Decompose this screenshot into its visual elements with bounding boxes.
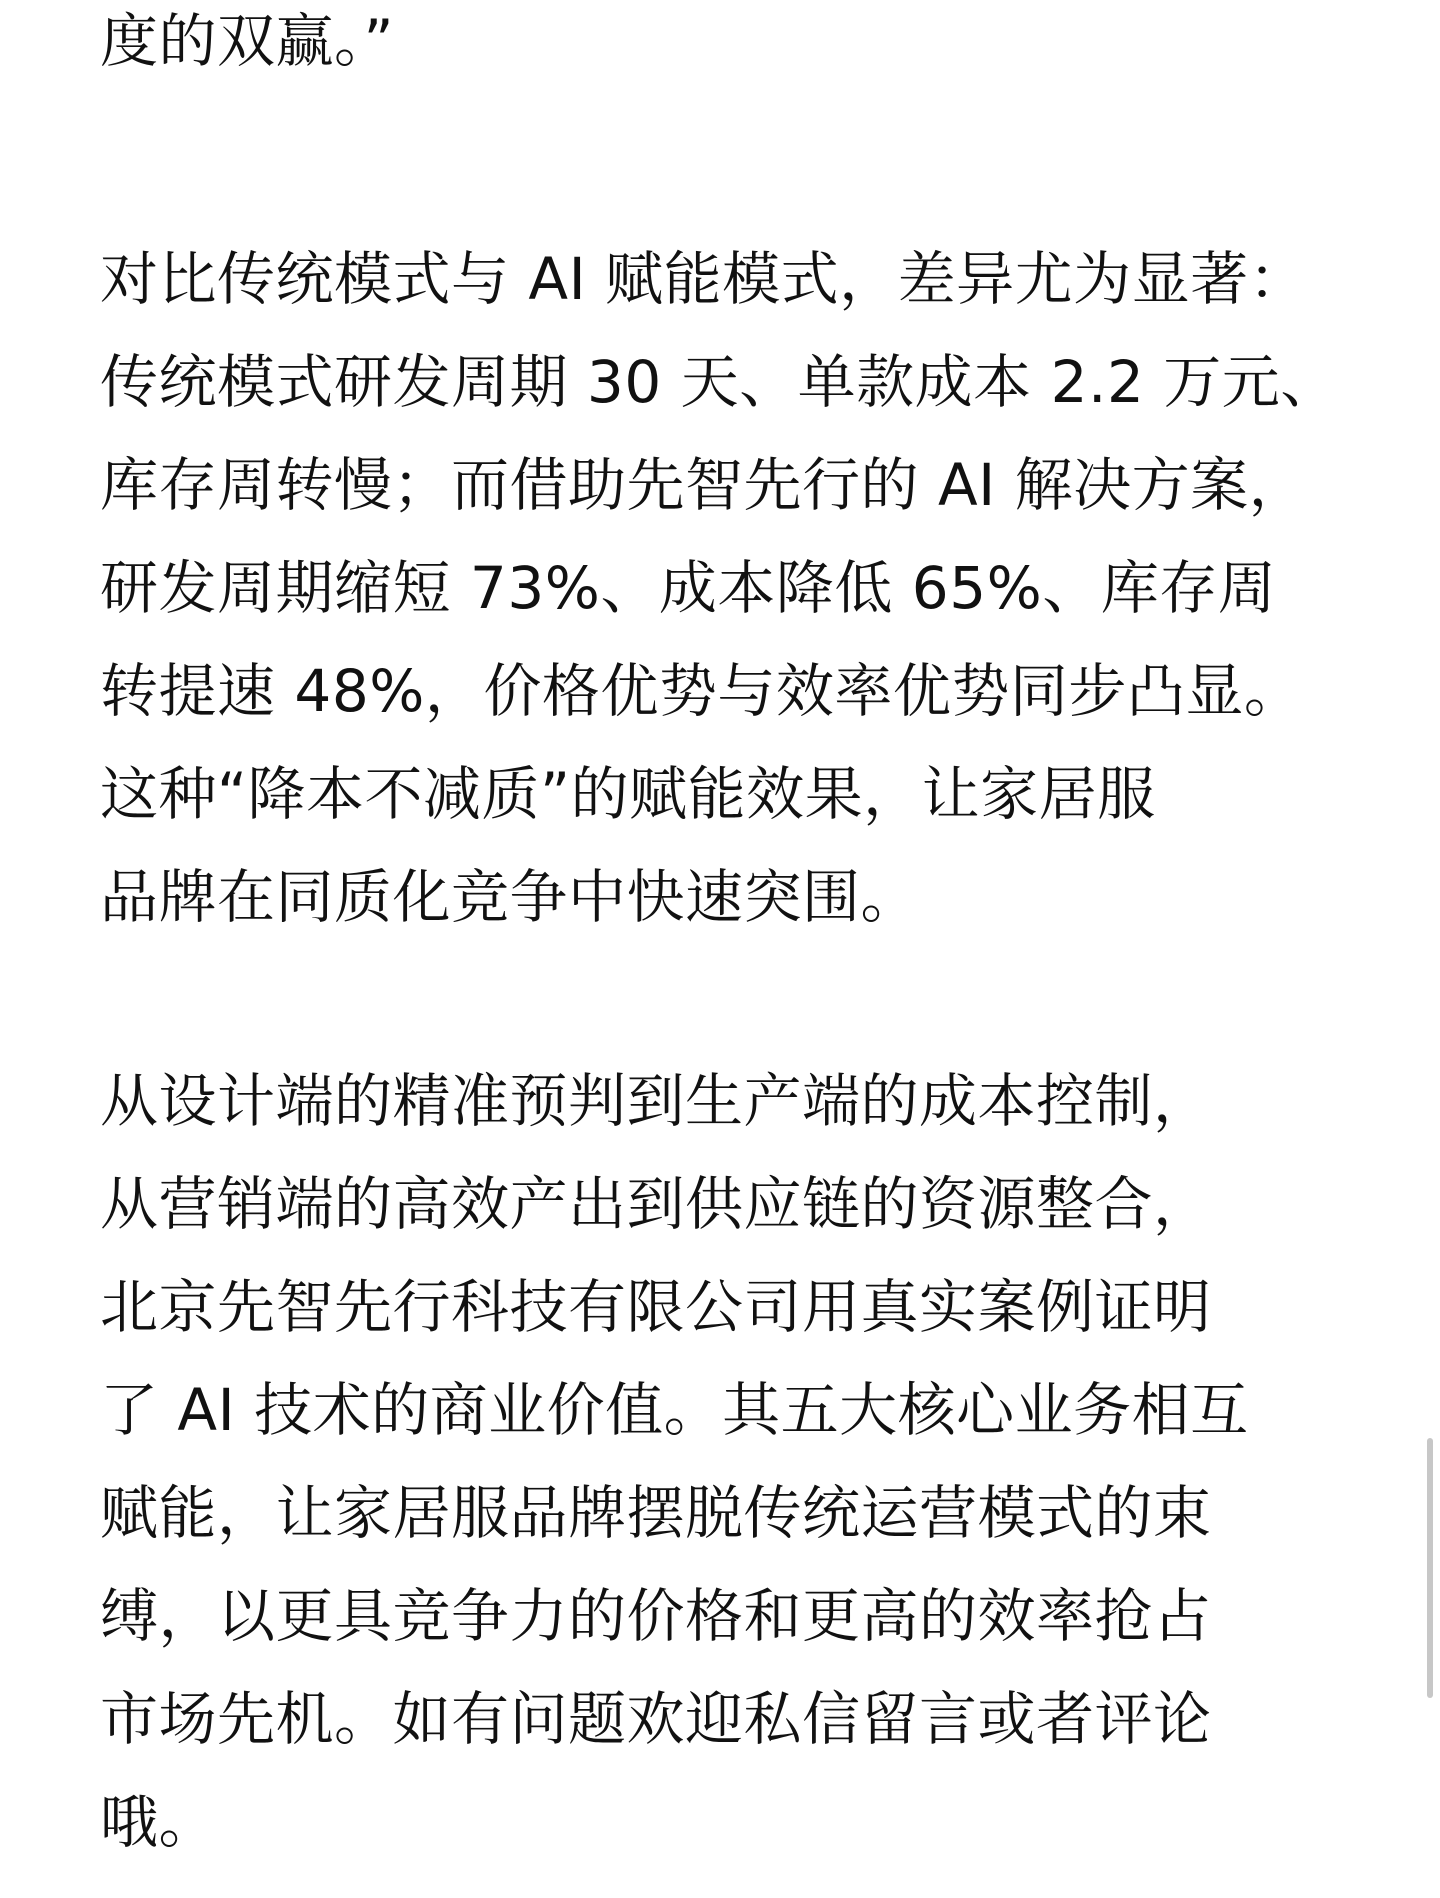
text-line: 研发周期缩短 73%、成本降低 65%、库存周 [100,554,1277,622]
vertical-scrollbar[interactable] [1427,1438,1433,1698]
text-line: 缚，以更具竞争力的价格和更高的效率抢占 [100,1582,1212,1650]
text-line: 度的双赢。” [100,7,395,75]
paragraph-3 [100,1050,1249,1874]
text-line: 库存周转慢；而借助先智先行的 AI 解决方案， [100,451,1308,519]
text-line: 品牌在同质化竞争中快速突围。 [100,863,920,931]
text-line: 对比传统模式与 AI 赋能模式，差异尤为显著： [100,245,1308,313]
text-line: 北京先智先行科技有限公司用真实案例证明 [100,1273,1212,1341]
text-line: 从设计端的精准预判到生产端的成本控制， [100,1067,1212,1135]
text-line: 传统模式研发周期 30 天、单款成本 2.2 万元、 [100,348,1339,416]
text-line: 赋能，让家居服品牌摆脱传统运营模式的束 [100,1479,1212,1547]
text-line: 了 AI 技术的商业价值。其五大核心业务相互 [100,1376,1249,1444]
text-line: 哦。 [100,1788,218,1856]
paragraph-1 [100,0,394,93]
text-line: 这种“降本不减质”的赋能效果，让家居服 [100,760,1156,828]
text-line: 转提速 48%，价格优势与效率优势同步凸显。 [100,657,1303,725]
text-line: 从营销端的高效产出到供应链的资源整合， [100,1170,1212,1238]
paragraph-2 [100,228,1339,949]
text-line: 市场先机。如有问题欢迎私信留言或者评论 [100,1685,1212,1753]
